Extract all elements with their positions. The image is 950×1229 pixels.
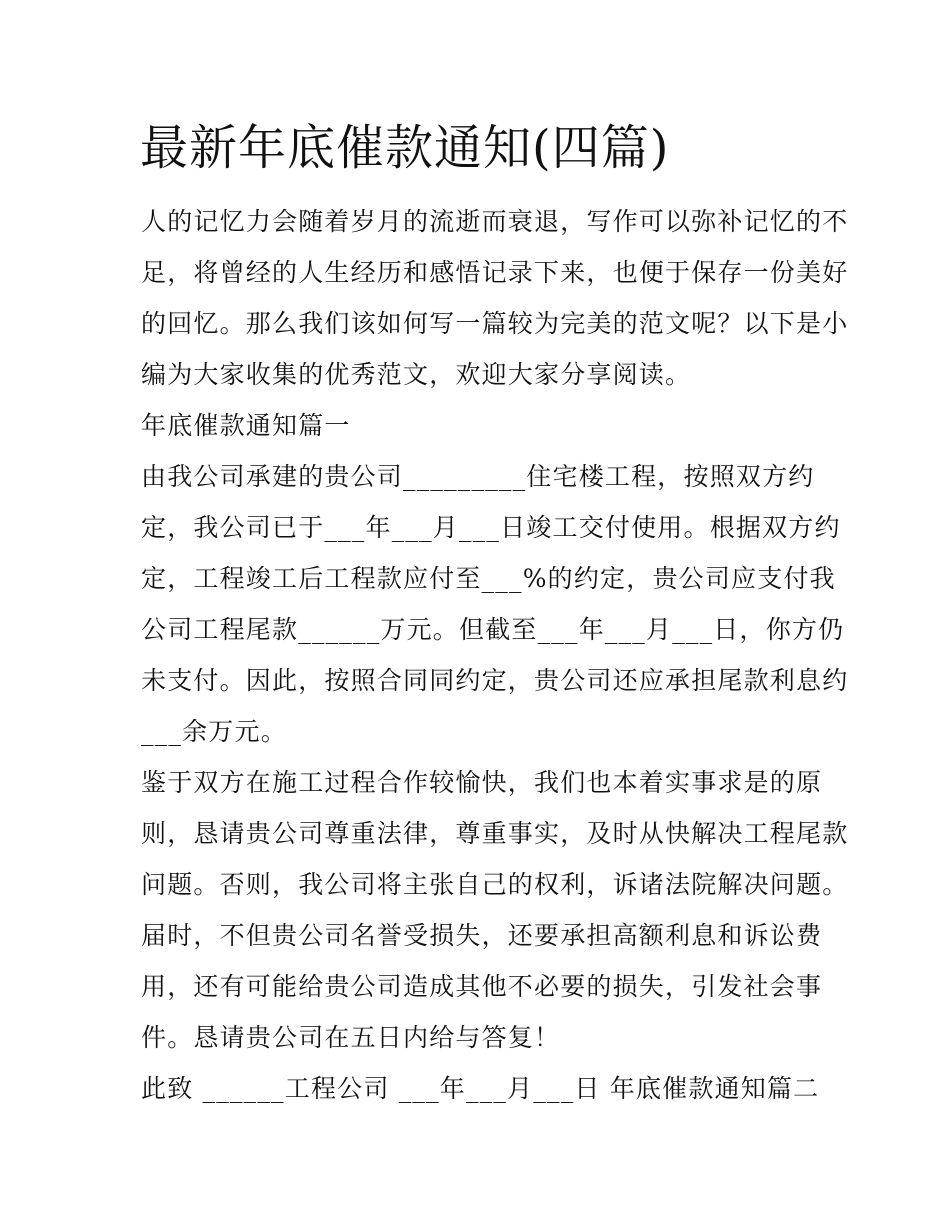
- text-line: 则，恳请贵公司尊重法律，尊重事实，及时从快解决工程尾款: [141, 819, 849, 848]
- text-line: 编为大家收集的优秀范文，欢迎大家分享阅读。: [141, 360, 692, 389]
- text-line: 未支付。因此，按照合同同约定，贵公司还应承担尾款利息约: [141, 666, 849, 695]
- text-line: 公司工程尾款______万元。但截至___年___月___日，你方仍: [141, 615, 845, 644]
- text-line: 人的记忆力会随着岁月的流逝而衰退，写作可以弥补记忆的不: [141, 207, 849, 236]
- text-line: 此致 ______工程公司 ___年___月___日 年底催款通知篇二: [141, 1074, 820, 1103]
- text-line: 件。恳请贵公司在五日内给与答复！: [141, 1023, 561, 1052]
- text-line: 用，还有可能给贵公司造成其他不必要的损失，引发社会事: [141, 972, 823, 1001]
- text-line: 由我公司承建的贵公司_________住宅楼工程，按照双方约: [141, 462, 815, 491]
- text-line: 鉴于双方在施工过程合作较愉快，我们也本着实事求是的原: [141, 768, 823, 797]
- text-line: 定，我公司已于___年___月___日竣工交付使用。根据双方约: [141, 513, 841, 542]
- text-line: ___余万元。: [141, 717, 287, 746]
- text-line: 问题。否则，我公司将主张自己的权利，诉诸法院解决问题。: [141, 870, 849, 899]
- text-line: 定，工程竣工后工程款应付至___%的约定，贵公司应支付我: [141, 564, 836, 593]
- text-line: 足，将曾经的人生经历和感悟记录下来，也便于保存一份美好: [141, 258, 849, 287]
- section-heading: 年底催款通知篇一: [141, 411, 351, 440]
- document-title: 最新年底催款通知(四篇): [140, 120, 670, 176]
- text-line: 届时，不但贵公司名誉受损失，还要承担高额利息和诉讼费: [141, 921, 823, 950]
- document-body: [141, 200, 849, 1118]
- text-line: 的回忆。那么我们该如何写一篇较为完美的范文呢？以下是小: [141, 309, 849, 338]
